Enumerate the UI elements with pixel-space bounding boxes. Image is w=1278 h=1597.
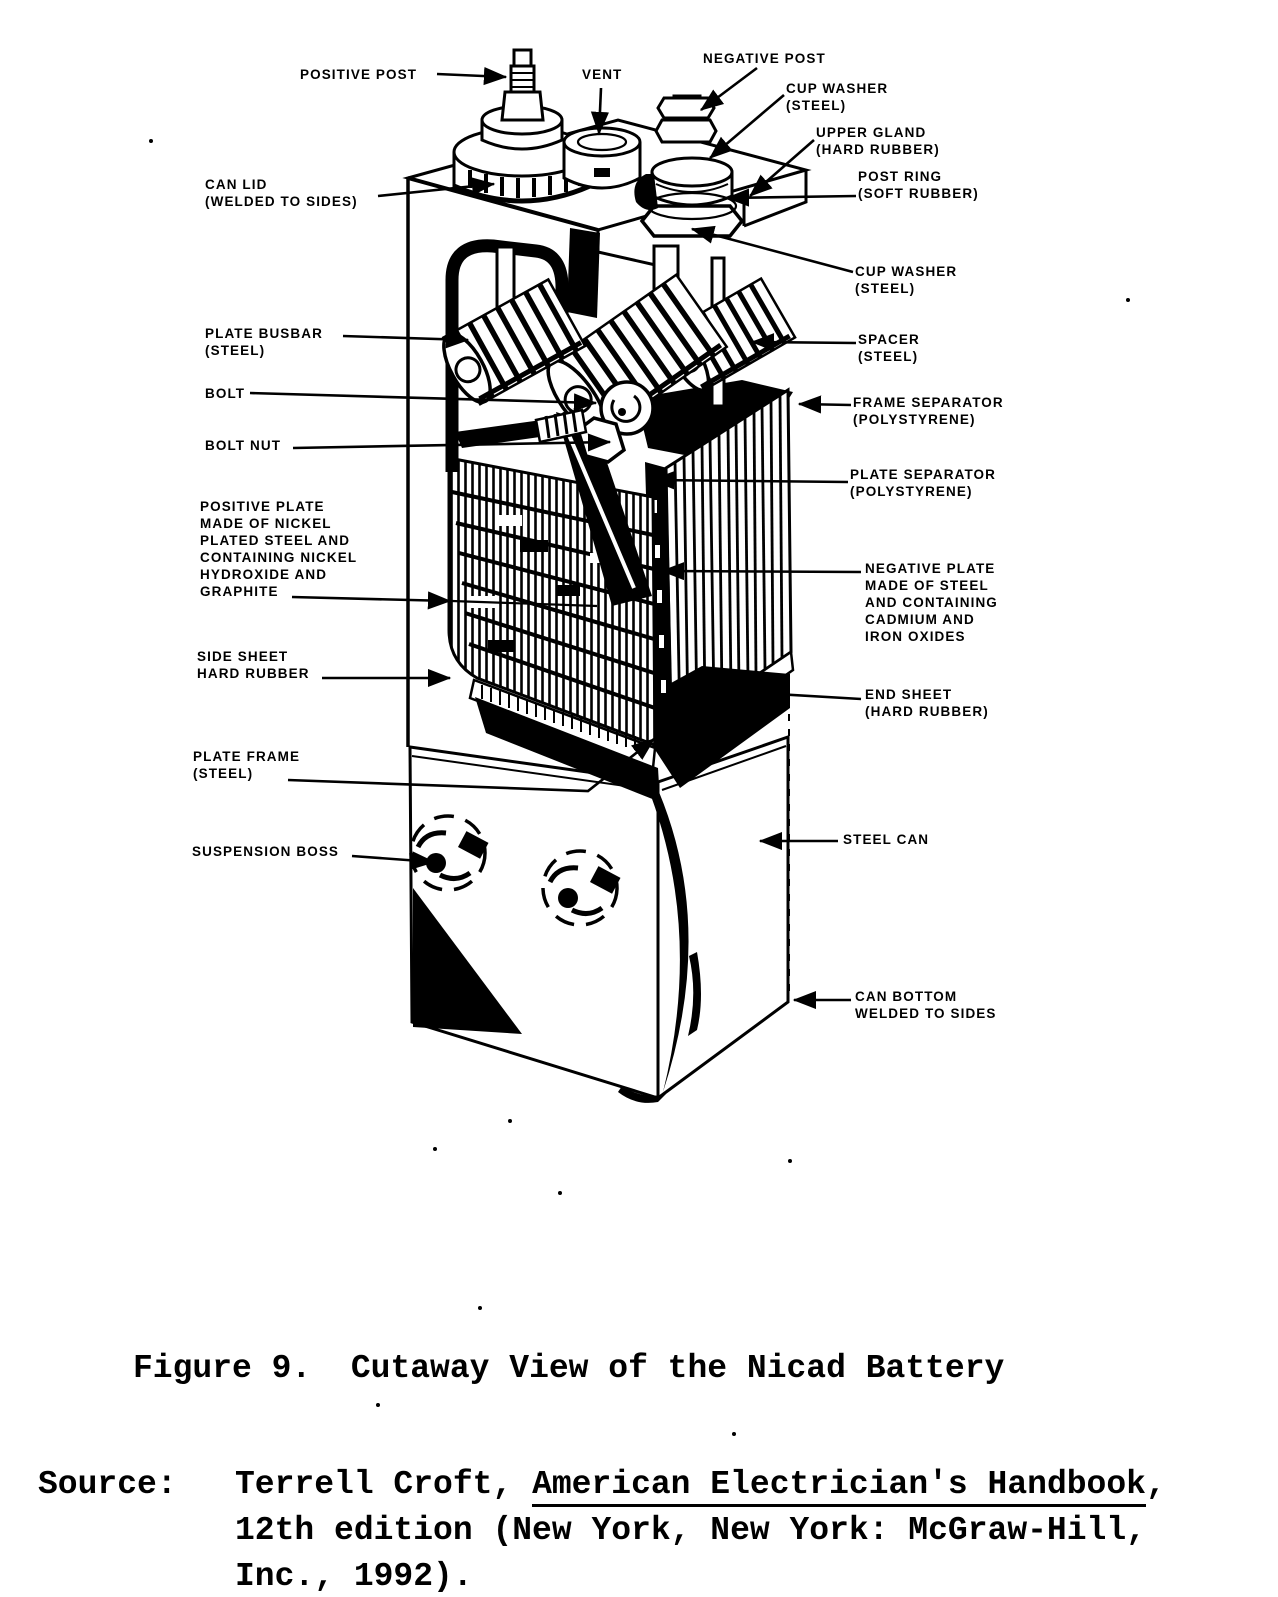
label-upper-gland: UPPER GLAND (HARD RUBBER)	[816, 125, 940, 157]
source-line1-prefix: Terrell Croft,	[235, 1466, 533, 1503]
label-bolt-nut: BOLT NUT	[205, 438, 282, 453]
source-line-3: Inc., 1992).	[235, 1558, 473, 1595]
figure-caption: Figure 9. Cutaway View of the Nicad Battery	[133, 1350, 1005, 1387]
label-positive-post: POSITIVE POST	[300, 67, 418, 82]
source-citation	[235, 1462, 1225, 1597]
label-cup-washer-upper: CUP WASHER (STEEL)	[786, 81, 889, 113]
label-vent: VENT	[582, 67, 623, 82]
label-plate-separator: PLATE SEPARATOR (POLYSTYRENE)	[850, 467, 997, 499]
label-frame-separator: FRAME SEPARATOR (POLYSTYRENE)	[853, 395, 1004, 427]
label-positive-plate: POSITIVE PLATE MADE OF NICKEL PLATED STEEL AND CONTAINING NICKEL HYDROXIDE AND GRAPHITE	[200, 499, 358, 599]
label-post-ring: POST RING (SOFT RUBBER)	[858, 169, 979, 201]
label-cup-washer-lower: CUP WASHER (STEEL)	[855, 264, 958, 296]
source-book-title: American Electrician's Handbook	[532, 1466, 1146, 1507]
label-spacer: SPACER (STEEL)	[858, 332, 920, 364]
source-label: Source:	[38, 1466, 177, 1503]
label-steel-can: STEEL CAN	[843, 832, 930, 847]
label-can-bottom: CAN BOTTOM WELDED TO SIDES	[855, 989, 997, 1021]
label-negative-post: NEGATIVE POST	[703, 51, 826, 66]
label-negative-plate: NEGATIVE PLATE MADE OF STEEL AND CONTAINING CADMIUM AND IRON OXIDES	[865, 561, 998, 644]
label-side-sheet: SIDE SHEET HARD RUBBER	[197, 649, 310, 681]
label-end-sheet: END SHEET (HARD RUBBER)	[865, 687, 989, 719]
label-can-lid: CAN LID (WELDED TO SIDES)	[205, 177, 358, 209]
source-line-2: 12th edition (New York, New York: McGraw-Hill,	[235, 1512, 1146, 1549]
label-bolt: BOLT	[205, 386, 246, 401]
source-line-1	[235, 1462, 1225, 1508]
label-plate-frame: PLATE FRAME (STEEL)	[193, 749, 301, 781]
source-line1-suffix: ,	[1145, 1466, 1166, 1503]
label-suspension-boss: SUSPENSION BOSS	[192, 844, 340, 859]
label-plate-busbar: PLATE BUSBAR (STEEL)	[205, 326, 323, 358]
